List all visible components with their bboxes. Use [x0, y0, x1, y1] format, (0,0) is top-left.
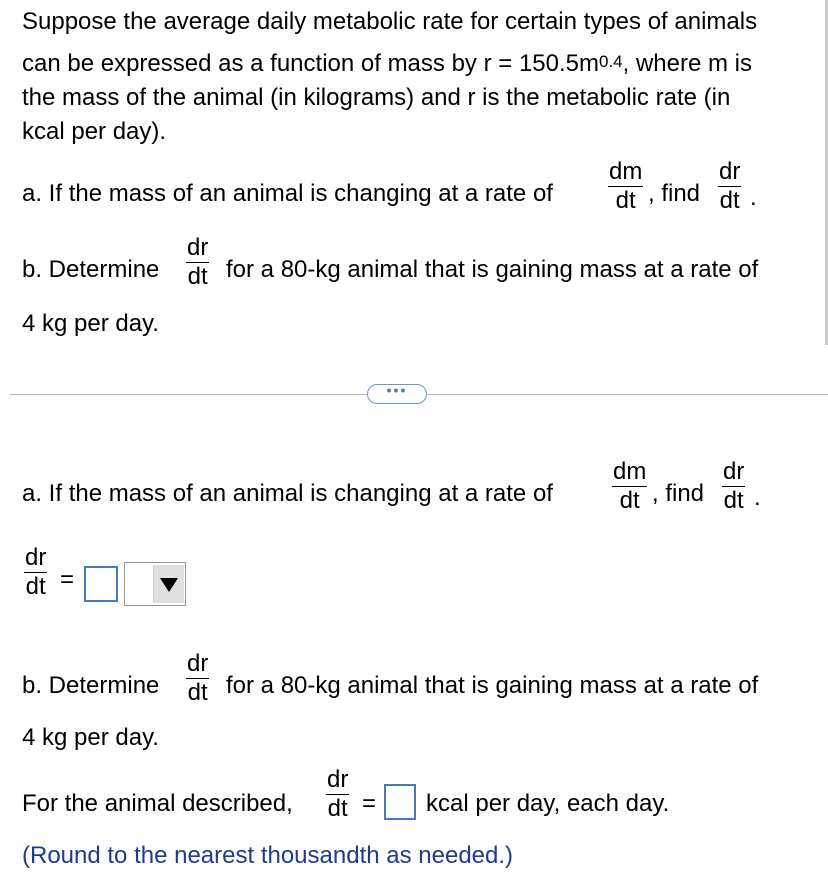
dropdown-button[interactable] — [153, 565, 184, 603]
formula-exponent: 0.4 — [599, 52, 623, 71]
dt-denominator: dt — [719, 187, 740, 214]
answer-a-heading: a. If the mass of an animal is changing at a rate of — [22, 480, 553, 507]
period: . — [754, 484, 761, 511]
dm-numerator: dm — [613, 458, 647, 485]
dm-numerator: dm — [609, 158, 643, 185]
dr-numerator: dr — [25, 544, 47, 571]
dr-dt-fraction — [186, 236, 209, 289]
divider-right — [427, 394, 828, 395]
dm-dt-fraction — [608, 160, 643, 213]
dr-numerator: dr — [723, 458, 745, 485]
equals-sign: = — [60, 566, 75, 593]
problem-line-3: the mass of the animal (in kilograms) and r is the metabolic rate (in — [22, 84, 731, 111]
dt-denominator: dt — [327, 795, 348, 822]
dt-denominator: dt — [187, 679, 208, 706]
dt-denominator: dt — [723, 487, 744, 514]
dt-denominator: dt — [187, 263, 208, 290]
problem-line-2-pre: can be expressed as a function of mass by — [22, 50, 477, 77]
part-b-post: for a 80-kg animal that is gaining mass at a rate of — [226, 256, 759, 283]
answer-b-line-2: 4 kg per day. — [22, 724, 159, 751]
problem-line-2-post: , where m is — [622, 50, 753, 77]
dr-numerator: dr — [327, 766, 349, 793]
dr-dt-fraction — [186, 652, 209, 705]
rounding-hint: (Round to the nearest thousandth as needed.) — [22, 842, 514, 869]
formula — [484, 50, 623, 77]
dr-dt-fraction — [326, 768, 349, 821]
find-text: , find — [648, 180, 701, 207]
answer-a-input[interactable] — [84, 566, 118, 602]
result-pre: For the animal described, — [22, 790, 293, 817]
problem-line-4: kcal per day). — [22, 118, 167, 145]
units-dropdown[interactable] — [124, 562, 186, 606]
dt-denominator: dt — [615, 187, 636, 214]
answer-b-input[interactable] — [384, 784, 416, 820]
expand-button[interactable]: ••• — [367, 384, 427, 404]
dr-numerator: dr — [187, 234, 209, 261]
equals-sign: = — [362, 790, 377, 817]
caret-down-icon — [160, 578, 178, 592]
dr-dt-fraction — [718, 160, 741, 213]
part-a-text: a. If the mass of an animal is changing at a rate of — [22, 180, 553, 207]
result-post: kcal per day, each day. — [426, 790, 670, 817]
dt-denominator: dt — [25, 573, 46, 600]
answer-b-heading-pre: b. Determine — [22, 672, 160, 699]
dr-numerator: dr — [719, 158, 741, 185]
dt-denominator: dt — [619, 487, 640, 514]
part-b-pre: b. Determine — [22, 256, 160, 283]
formula-base: r = 150.5m — [483, 50, 599, 77]
dr-dt-fraction — [722, 460, 745, 513]
problem-line-1: Suppose the average daily metabolic rate for certain types of animals — [22, 8, 758, 35]
divider-left — [10, 394, 367, 395]
dr-dt-fraction — [24, 546, 47, 599]
part-b-line-2: 4 kg per day. — [22, 310, 159, 337]
answer-b-heading-post: for a 80-kg animal that is gaining mass at a rate of — [226, 672, 759, 699]
dm-dt-fraction — [612, 460, 647, 513]
find-text: , find — [652, 480, 705, 507]
problem-line-2 — [22, 50, 752, 80]
period: . — [750, 184, 757, 211]
dr-numerator: dr — [187, 650, 209, 677]
